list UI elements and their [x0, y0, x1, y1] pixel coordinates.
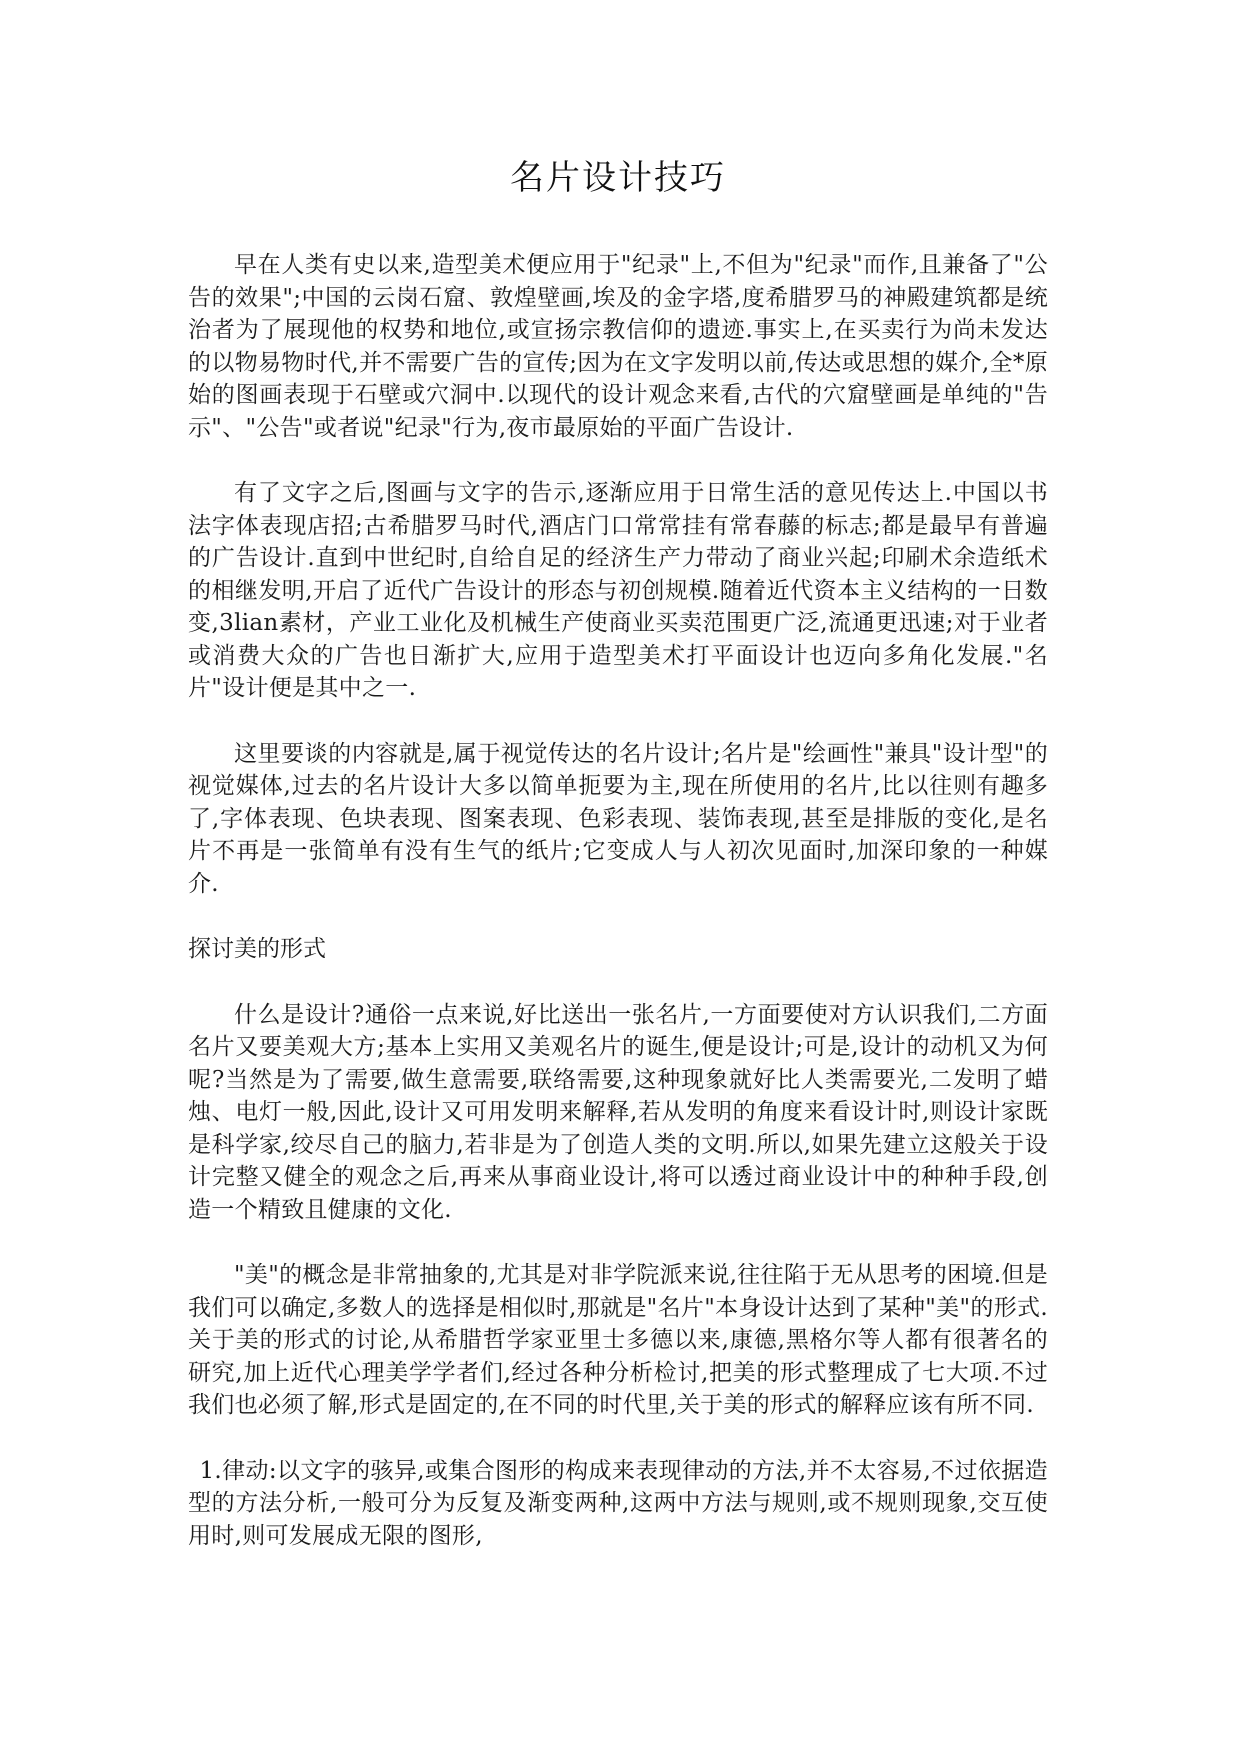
document-title: 名片设计技巧	[510, 158, 726, 198]
paragraph-visual-communication: 这里要谈的内容就是,属于视觉传达的名片设计;名片是"绘画性"兼具"设计型"的视觉媒体,过去的名片设计大多以简单扼要为主,现在所使用的名片,比以往则有趣多了,字体表现、色块表现、图案表现、色彩表现、装饰表现,甚至是排版的变化,是名片不再是一张简单有没有生气的纸片;它变成人与人初次见面时,加深印象的一种媒介.	[188, 740, 1048, 897]
section-heading: 探讨美的形式	[188, 936, 326, 962]
paragraph-what-is-design: 什么是设计?通俗一点来说,好比送出一张名片,一方面要使对方认识我们,二方面名片又要美观大方;基本上实用又美观名片的诞生,便是设计;可是,设计的动机又为何呢?当然是为了需要,做生意需要,联络需要,这种现象就好比人类需要光,二发明了蜡烛、电灯一般,因此,设计又可用发明来解释,若从发明的角度来看设计时,则设计家既是科学家,绞尽自己的脑力,若非是为了创造人类的文明.所以,如果先建立这般关于设计完整又健全的观念之后,再来从事商业设计,将可以透过商业设计中的种种手段,创造一个精致且健康的文化.	[188, 1001, 1048, 1223]
paragraph-text-evolution: 有了文字之后,图画与文字的告示,逐渐应用于日常生活的意见传达上.中国以书法字体表现店招;古希腊罗马时代,酒店门口常常挂有常春藤的标志;都是最早有普遍的广告设计.直到中世纪时,自给自足的经济生产力带动了商业兴起;印刷术余造纸术的相继发明,开启了近代广告设计的形态与初创规模.随着近代资本主义结构的一日数变,3lian素材，产业工业化及机械生产使商业买卖范围更广泛,流通更迅速;对于业者或消费大众的广告也日渐扩大,应用于造型美术打平面设计也迈向多角化发展."名片"设计便是其中之一.	[188, 480, 1048, 701]
paragraph-history: 早在人类有史以来,造型美术便应用于"纪录"上,不但为"纪录"而作,且兼备了"公告的效果";中国的云岗石窟、敦煌壁画,埃及的金字塔,度希腊罗马的神殿建筑都是统治者为了展现他的权势和地位,或宣扬宗教信仰的遗迹.事实上,在买卖行为尚未发达的以物易物时代,并不需要广告的宣传;因为在文字发明以前,传达或思想的媒介,全*原始的图画表现于石壁或穴洞中.以现代的设计观念来看,古代的穴窟壁画是单纯的"告示"、"公告"或者说"纪录"行为,夜市最原始的平面广告设计.	[188, 252, 1048, 441]
list-item-rhythm: 1.律动:以文字的骇异,或集合图形的构成来表现律动的方法,并不太容易,不过依据造型的方法分析,一般可分为反复及渐变两种,这两中方法与规则,或不规则现象,交互使用时,则可发展成无限的图形,	[188, 1457, 1048, 1549]
paragraph-concept-of-beauty: "美"的概念是非常抽象的,尤其是对非学院派来说,往往陷于无从思考的困境.但是我们可以确定,多数人的选择是相似时,那就是"名片"本身设计达到了某种"美"的形式.关于美的形式的讨论,从希腊哲学家亚里士多德以来,康德,黑格尔等人都有很著名的研究,加上近代心理美学学者们,经过各种分析检讨,把美的形式整理成了七大项.不过我们也必须了解,形式是固定的,在不同的时代里,关于美的形式的解释应该有所不同.	[188, 1262, 1048, 1418]
document-page	[188, 150, 1048, 1552]
